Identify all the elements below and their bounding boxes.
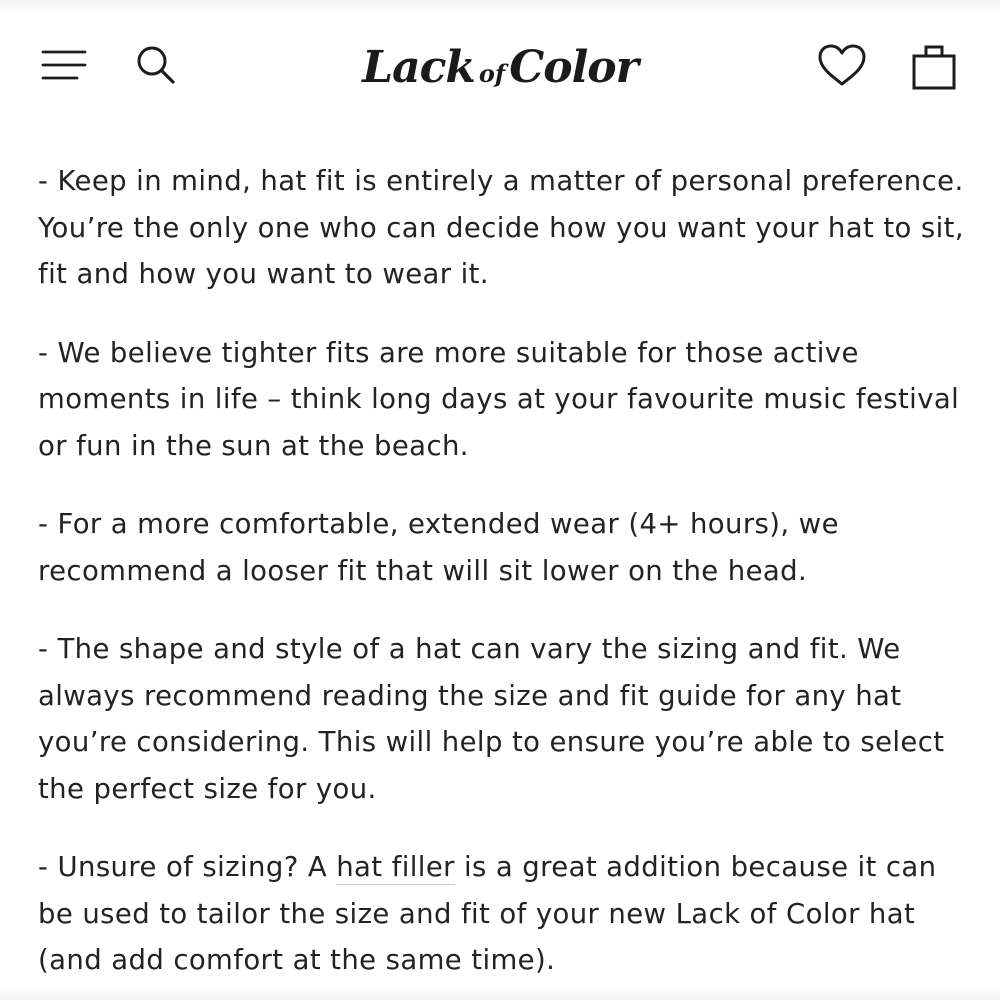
bag-icon [906,40,962,92]
cart-button[interactable] [906,40,962,92]
bottom-fade [0,986,1000,1000]
menu-button[interactable] [40,42,90,88]
search-button[interactable] [132,42,182,88]
status-strip [0,0,1000,12]
paragraph-text: - Unsure of sizing? A [38,851,337,883]
logo-word-color: Color [509,42,638,93]
search-icon [132,42,182,88]
fit-tip-paragraph: - We believe tighter fits are more suitable for those active moments in life – think long days at your favourite music festival or fun in the sun at the beach. [38,336,960,462]
fit-tip-paragraph [38,844,968,984]
fit-tip-paragraph: - The shape and style of a hat can vary the sizing and fit. We always recommend reading the size and fit guide for any hat you’re considering. This will help to ensure you’re able to select the perfect size for you. [38,633,945,805]
fit-guide-content [38,158,968,1000]
fit-tip-paragraph: - Keep in mind, hat fit is entirely a matter of personal preference. You’re the only one who can decide how you want your hat to sit, fit and how you want to wear it. [38,165,964,290]
fit-tip-paragraph: - For a more comfortable, extended wear (4+ hours), we recommend a looser fit that will sit lower on the head. [38,508,839,587]
menu-icon [40,42,90,88]
brand-logo[interactable] [340,32,660,104]
logo-word-of: of [478,59,506,88]
logo-word-lack: Lack [362,42,475,93]
wishlist-button[interactable] [814,42,870,90]
heart-icon [814,42,870,90]
site-header [0,12,1000,120]
hat-filler-link[interactable]: hat filler [336,851,455,883]
paragraph-text: is a great addition because it can be used to tailor the size and fit of your new Lack of Color hat (and add comfort at the same time). [38,851,937,976]
